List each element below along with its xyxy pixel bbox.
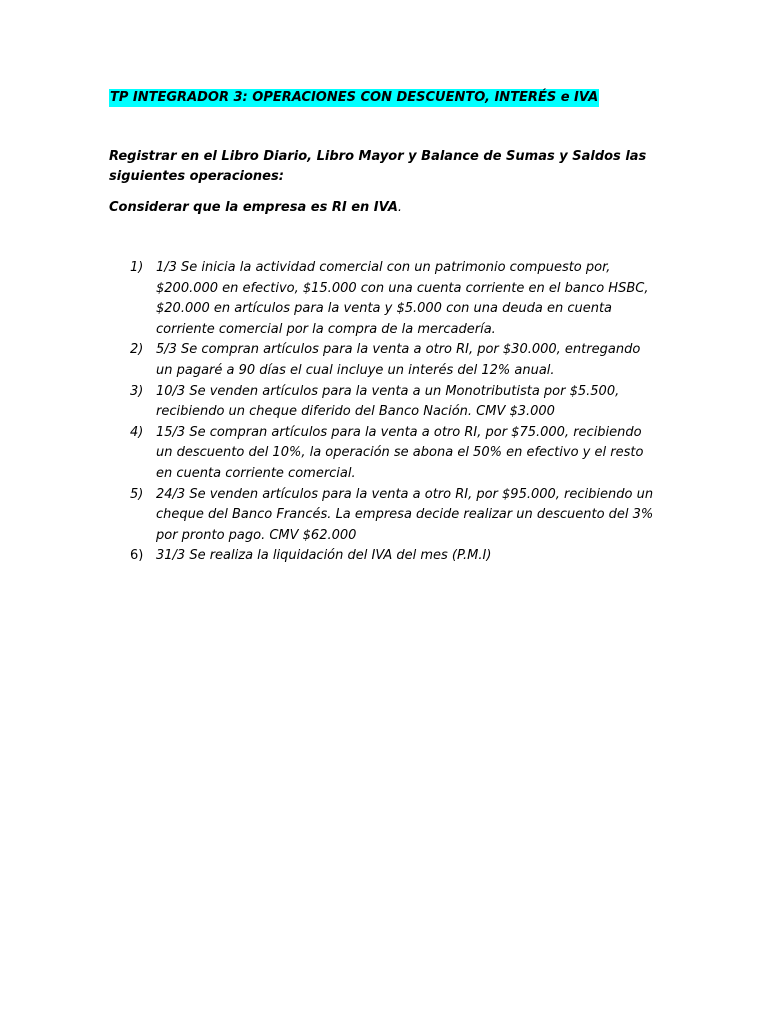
operation-number: 6): [130, 548, 144, 564]
operation-text: 24/3 Se venden artículos para la venta a otro RI, por $95.000, recibiendo un cheque del Banco Francés. La empresa decide realizar un descuento del 3% por pronto pago. CMV $62.000: [156, 486, 654, 543]
tax-condition-period: .: [397, 200, 403, 215]
operation-item: [130, 258, 660, 340]
operation-number: 3): [130, 383, 144, 399]
operation-item: [130, 546, 660, 567]
operation-text: 5/3 Se compran artículos para la venta a otro RI, por $30.000, entregando un pagaré a 90 días el cual incluye un interés del 12% anual.: [156, 342, 641, 378]
tax-condition-text: Considerar que la empresa es RI en IVA: [109, 200, 398, 215]
operation-item: [130, 340, 660, 381]
document-title: TP INTEGRADOR 3: OPERACIONES CON DESCUENTO, INTERÉS e IVA: [110, 90, 599, 105]
operation-number: 2): [130, 342, 144, 358]
operation-number: 5): [130, 486, 144, 502]
operation-number: 4): [130, 424, 144, 440]
operations-list: [130, 258, 660, 567]
operation-item: [130, 382, 660, 423]
instructions-text: Registrar en el Libro Diario, Libro Mayor y Balance de Sumas y Saldos las siguientes operaciones:: [109, 149, 647, 184]
operation-text: 15/3 Se compran artículos para la venta a otro RI, por $75.000, recibiendo un descuento del 10%, la operación se abona el 50% en efectivo y el resto en cuenta corriente comercial.: [156, 424, 644, 481]
tax-condition-note: [109, 198, 669, 218]
operation-item: [130, 423, 660, 485]
title-block: [109, 86, 599, 107]
operation-text: 10/3 Se venden artículos para la venta a un Monotributista por $5.500, recibiendo un cheque diferido del Banco Nación. CMV $3.000: [156, 383, 620, 420]
operation-text: 31/3 Se realiza la liquidación del IVA del mes (P.M.I): [156, 548, 492, 564]
operation-item: [130, 485, 660, 547]
operation-number: 1): [130, 260, 144, 275]
operation-text: 1/3 Se inicia la actividad comercial con un patrimonio compuesto por, $200.000 en efectivo, $15.000 con una cuenta corriente en el banco HSBC, $20.000 en artículos para la venta y $5.000 con una deuda en cuenta corriente comercial por la compra de la mercadería.: [156, 260, 649, 337]
